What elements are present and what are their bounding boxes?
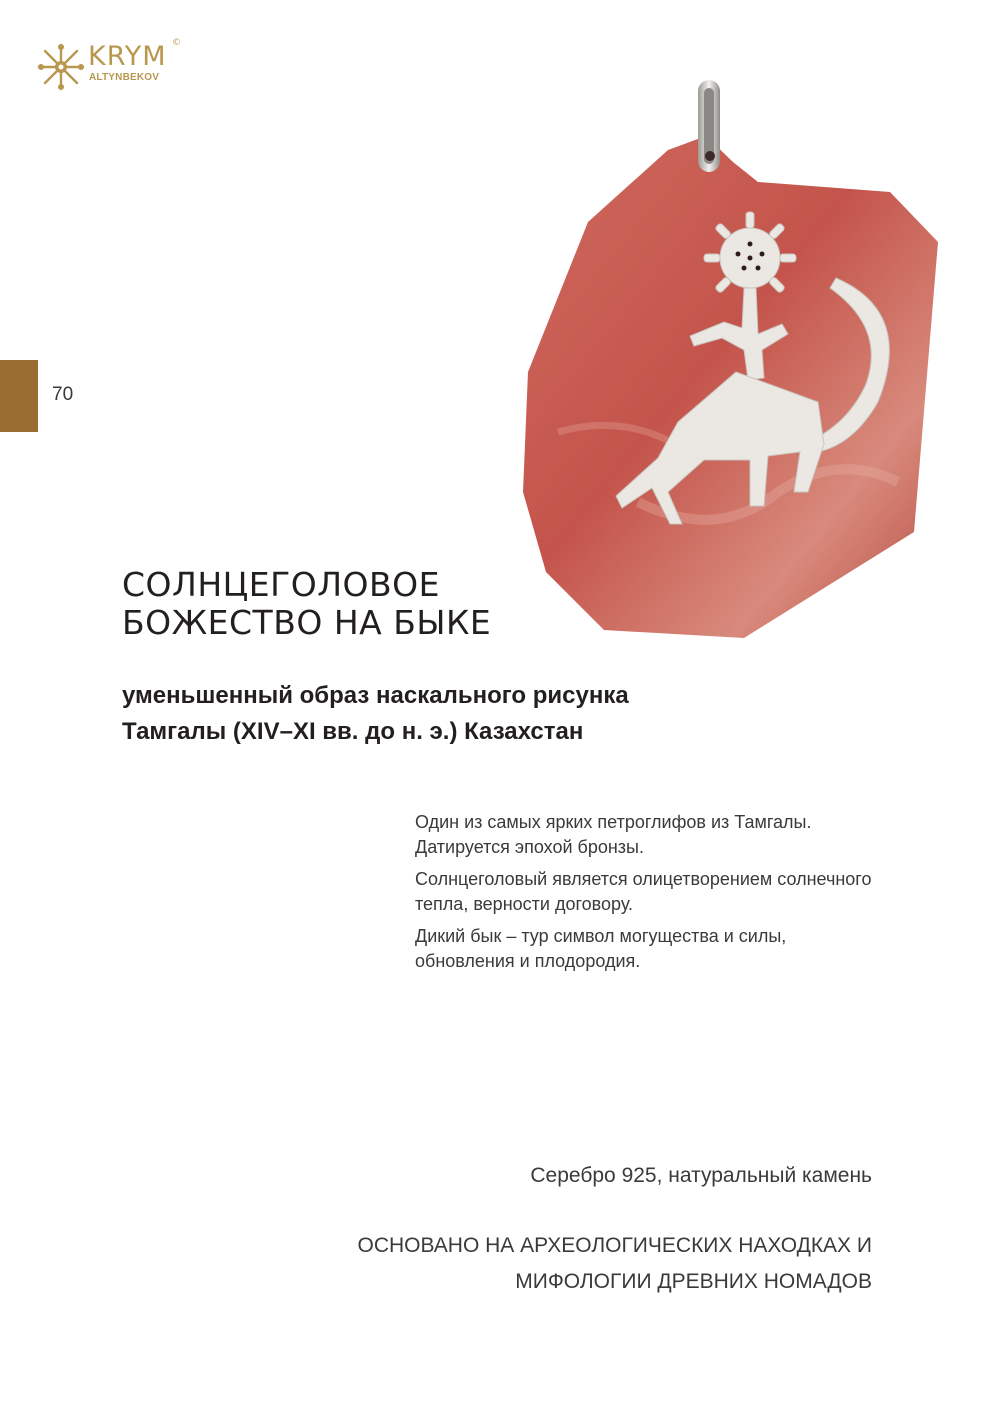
page-number: 70 — [52, 384, 74, 405]
description — [415, 810, 875, 981]
page-subtitle — [122, 678, 629, 750]
subtitle-line-2: Тамгалы (XIV–XI вв. до н. э.) Казахстан — [122, 718, 584, 745]
tagline-line-2: МИФОЛОГИИ ДРЕВНИХ НОМАДОВ — [515, 1270, 872, 1293]
subtitle-line-1: уменьшенный образ наскального рисунка — [122, 682, 629, 709]
copyright-mark: © — [172, 38, 181, 48]
page-title — [122, 566, 491, 642]
page-tab — [0, 360, 38, 432]
description-paragraph: Солнцеголовый является олицетворением солнечного тепла, верности договору. — [415, 869, 872, 914]
tagline — [312, 1228, 872, 1300]
brand-logo — [36, 40, 196, 96]
material-info: Серебро 925, натуральный камень — [530, 1164, 872, 1187]
description-paragraph: Один из самых ярких петроглифов из Тамгалы. Датируется эпохой бронзы. — [415, 812, 812, 857]
sun-ornament-icon — [36, 42, 86, 92]
brand-name: KRYM — [88, 41, 167, 72]
brand-subname: ALTYNBEKOV — [89, 72, 160, 83]
pendant-image — [518, 72, 958, 652]
description-paragraph: Дикий бык – тур символ могущества и силы, обновления и плодородия. — [415, 926, 787, 971]
title-line-2: БОЖЕСТВО НА БЫКЕ — [122, 603, 492, 642]
title-line-1: СОЛНЦЕГОЛОВОЕ — [122, 565, 440, 604]
tagline-line-1: ОСНОВАНО НА АРХЕОЛОГИЧЕСКИХ НАХОДКАХ И — [357, 1234, 872, 1257]
